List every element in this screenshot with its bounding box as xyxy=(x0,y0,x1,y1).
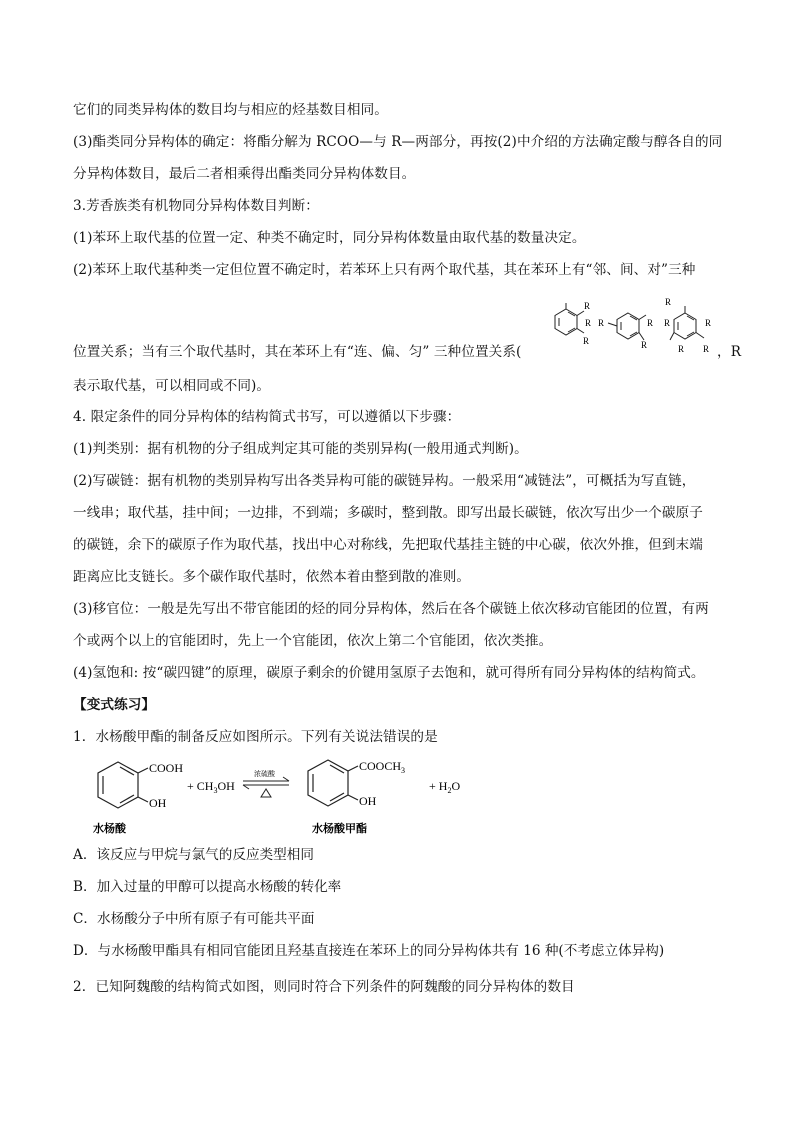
esterification-reaction-figure xyxy=(78,752,498,842)
text-line: 表示取代基，可以相同或不同)。 xyxy=(73,378,271,394)
text-line: 一线串；取代基，挂中间；一边排，不到端；多碳时，整到散。即写出最长碳链，依次写出少一个碳原子 xyxy=(73,505,703,521)
substituent-label: R xyxy=(678,344,685,354)
text-line: 的碳链，余下的碳原子作为取代基，找出中心对称线，先把取代基挂主链的中心碳，依次外推，但到末端 xyxy=(73,537,703,553)
text-line: 4. 限定条件的同分异构体的结构简式书写，可以遵循以下步骤： xyxy=(73,409,461,425)
cooh-group: COOH xyxy=(149,761,184,775)
text-line: 个或两个以上的官能团时，先上一个官能团，依次上第二个官能团，依次类推。 xyxy=(73,633,553,649)
text-line: (3)移官位：一般是先写出不带官能团的烃的同分异构体，然后在各个碳链上依次移动官能团的位置，有两 xyxy=(73,601,709,617)
benzene-pian-pattern xyxy=(608,313,646,340)
section-heading: 【变式练习】 xyxy=(73,697,156,713)
reactant-name: 水杨酸 xyxy=(93,823,126,835)
substituent-label: R xyxy=(641,340,648,350)
product-name: 水杨酸甲酯 xyxy=(312,823,367,835)
equilibrium-arrow xyxy=(243,777,289,797)
text-line: (1)判类别：据有机物的分子组成判定其可能的类别异构(一般用通式判断)。 xyxy=(73,441,528,457)
benzene-yun-pattern xyxy=(670,306,704,340)
text-line: (3)酯类同分异构体的确定：将酯分解为 RCOO—与 R—两部分，再按(2)中介绍的方法确定酸与醇各自的同 xyxy=(73,134,723,150)
benzene-patterns-figure xyxy=(540,296,720,366)
option-a: A．该反应与甲烷与氯气的反应类型相同 xyxy=(73,847,314,863)
text-line: 它们的同类异构体的数目均与相应的烃基数目相同。 xyxy=(73,102,388,118)
benzene-lian-pattern xyxy=(555,303,584,335)
cooch3-group: $COOCH_3$ xyxy=(359,759,406,775)
substituent-label: R xyxy=(647,318,654,328)
text-line: 分异构体数目，最后二者相乘得出酯类同分异构体数目。 xyxy=(73,166,416,182)
option-c: C．水杨酸分子中所有原子有可能共平面 xyxy=(73,911,315,927)
substituent-label: R xyxy=(584,301,591,311)
question-1-stem: 1．水杨酸甲酯的制备反应如图所示。下列有关说法错误的是 xyxy=(73,729,438,745)
substituent-label: R xyxy=(585,318,592,328)
oh-group: OH xyxy=(149,796,167,810)
substituent-label: R xyxy=(705,318,712,328)
text-line: 距离应比支链长。多个碳作取代基时，依然本着由整到散的准则。 xyxy=(73,569,471,585)
salicylic-acid-structure xyxy=(98,762,148,808)
substituent-label: R xyxy=(703,344,710,354)
methanol-label: + $CH_3OH$ xyxy=(187,779,235,795)
oh-group: OH xyxy=(359,794,377,808)
water-label: + $H_2O$ xyxy=(429,779,461,795)
text-line: 3.芳香族类有机物同分异构体数目判断： xyxy=(73,198,319,214)
substituent-label: R xyxy=(598,318,605,328)
option-b: B．加入过量的甲醇可以提高水杨酸的转化率 xyxy=(73,879,342,895)
text-line: (2)写碳链：据有机物的类别异构写出各类异构可能的碳链异构。一般采用“减链法”，可概括为写直链， xyxy=(73,473,696,489)
text-line: (1)苯环上取代基的位置一定、种类不确定时，同分异构体数量由取代基的数量决定。 xyxy=(73,230,586,246)
question-2-stem: 2．已知阿魏酸的结构简式如图，则同时符合下列条件的阿魏酸的同分异构体的数目 xyxy=(73,979,575,995)
methyl-salicylate-structure xyxy=(308,760,358,806)
text-line: 位置关系；当有三个取代基时，其在苯环上有“连、偏、匀” 三种位置关系( xyxy=(73,344,522,360)
substituent-label: R xyxy=(583,336,590,346)
option-d: D．与水杨酸甲酯具有相同官能团且羟基直接连在苯环上的同分异构体共有 16 种(不考虑立体异构) xyxy=(73,943,665,959)
catalyst-label: 浓硫酸 xyxy=(254,770,275,778)
text-line: (4)氢饱和: 按“碳四键”的原理，碳原子剩余的价键用氢原子去饱和，就可得所有同分异构体的结构简式。 xyxy=(73,665,705,681)
substituent-label: R xyxy=(664,318,671,328)
text-line: ，R xyxy=(717,344,742,360)
text-line: (2)苯环上取代基种类一定但位置不确定时，若苯环上只有两个取代基，其在苯环上有“邻、间、对”三种 xyxy=(73,262,696,278)
substituent-label: R xyxy=(665,297,672,307)
